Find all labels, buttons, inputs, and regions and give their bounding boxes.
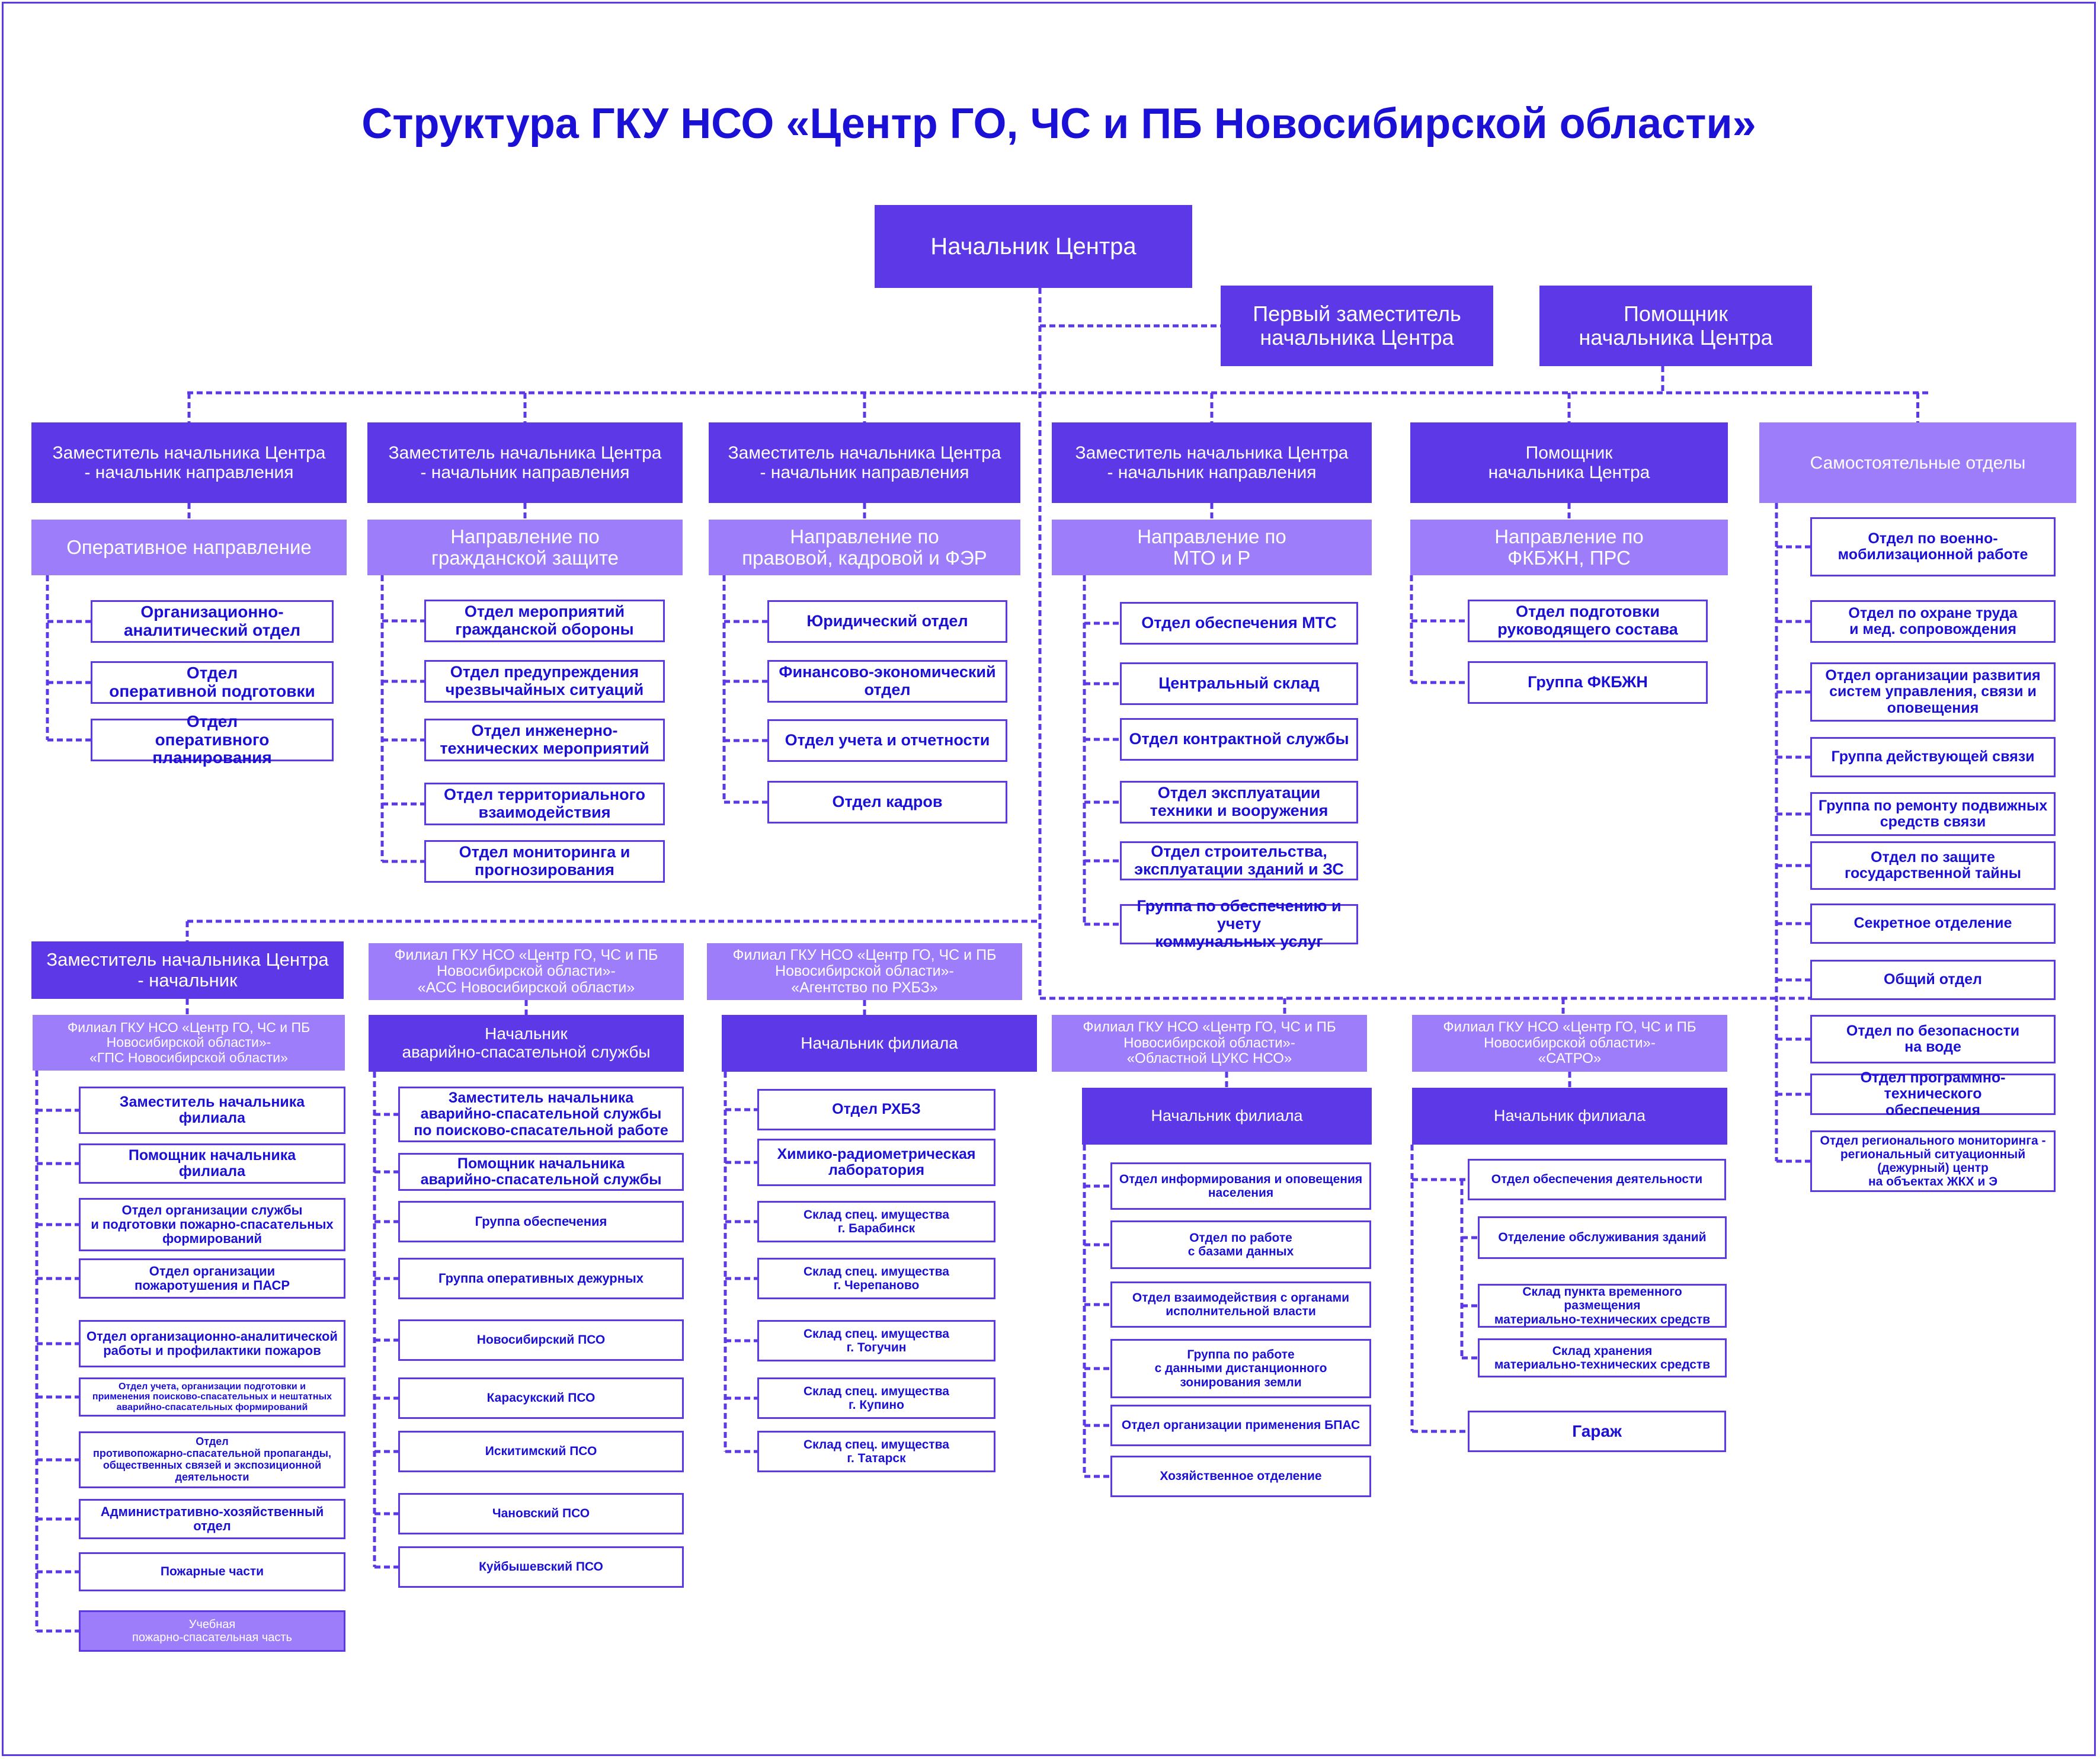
department-box: Отдел территориального взаимодействия (424, 783, 665, 825)
filial-box: Филиал ГКУ НСО «Центр ГО, ЧС и ПБ Новосибирской области»- «АСС Новосибирской области» (369, 943, 684, 1000)
department-box: Группа действующей связи (1810, 737, 2056, 777)
department-box: Отдел инженерно- технических мероприятий (424, 719, 665, 761)
department-box: Общий отдел (1810, 960, 2056, 1000)
filial-box: Филиал ГКУ НСО «Центр ГО, ЧС и ПБ Новосибирской области»- «ГПС Новосибирской области» (33, 1015, 345, 1071)
deputy-branches-box: Заместитель начальника Центра - начальник (31, 941, 344, 999)
filial-box: Филиал ГКУ НСО «Центр ГО, ЧС и ПБ Новосибирской области»- «Областной ЦУКС НСО» (1052, 1015, 1367, 1072)
branch-head-box: Начальник филиала (1082, 1088, 1372, 1145)
branch-unit-box: Новосибирский ПСО (398, 1319, 684, 1361)
branch-unit-box: Отдел учета, организации подготовки и применения поисково-спасательных и нештатных аварийно-спасательных формирований (79, 1377, 345, 1417)
department-box: Отдел программно-технического обеспечения (1810, 1074, 2056, 1115)
branch-unit-box: Склад спец. имущества г. Барабинск (757, 1201, 995, 1242)
branch-unit-box: Склад пункта временного размещения материально-технических средств (1478, 1284, 1727, 1328)
filial-box: Филиал ГКУ НСО «Центр ГО, ЧС и ПБ Новосибирской области»- «Агентство по РХБЗ» (707, 943, 1022, 1000)
branch-unit-box: Отдел организационно-аналитической работы и профилактики пожаров (79, 1320, 345, 1367)
department-box: Отдел по защите государственной тайны (1810, 841, 2056, 890)
branch-unit-box: Склад спец. имущества г. Татарск (757, 1431, 995, 1472)
branch-unit-box: Группа по работе с данными дистанционного зонирования земли (1110, 1339, 1371, 1398)
column-header: Помощник начальника Центра (1410, 422, 1728, 503)
department-box: Группа ФКБЖН (1468, 661, 1708, 704)
branch-unit-box: Отдел информирования и оповещения населения (1110, 1162, 1371, 1210)
column-header: Заместитель начальника Центра - начальник направления (1052, 422, 1372, 503)
branch-unit-box: Отдел РХБЗ (757, 1089, 995, 1130)
department-box: Отдел учета и отчетности (767, 719, 1007, 762)
department-box: Центральный склад (1120, 662, 1358, 705)
column-header: Заместитель начальника Центра - начальник направления (31, 422, 347, 503)
branch-unit-box: Хозяйственное отделение (1110, 1456, 1371, 1497)
branch-unit-box: Группа оперативных дежурных (398, 1258, 684, 1299)
column-header: Самостоятельные отделы (1759, 422, 2076, 503)
department-box: Отдел эксплуатации техники и вооружения (1120, 781, 1358, 824)
department-box: Отдел кадров (767, 781, 1007, 824)
department-box: Отдел строительства, эксплуатации зданий и ЗС (1120, 841, 1358, 880)
branch-head-box: Начальник филиала (722, 1015, 1037, 1072)
branch-unit-box: Склад спец. имущества г. Купино (757, 1377, 995, 1419)
page-title: Структура ГКУ НСО «Центр ГО, ЧС и ПБ Новосибирской области» (361, 100, 1756, 148)
department-box: Отдел подготовки руководящего состава (1468, 600, 1708, 642)
filial-box: Филиал ГКУ НСО «Центр ГО, ЧС и ПБ Новосибирской области»- «САТРО» (1412, 1015, 1727, 1072)
branch-head-box: Начальник аварийно-спасательной службы (369, 1015, 684, 1072)
branch-unit-box: Склад хранения материально-технических средств (1478, 1338, 1727, 1377)
branch-unit-box: Помощник начальника филиала (79, 1143, 345, 1184)
department-box: Отдел оперативной подготовки (91, 661, 334, 704)
branch-unit-box: Учебная пожарно-спасательная часть (79, 1610, 345, 1652)
branch-head-box: Начальник филиала (1412, 1088, 1727, 1145)
branch-unit-box: Склад спец. имущества г. Тогучин (757, 1320, 995, 1361)
branch-unit-box: Административно-хозяйственный отдел (79, 1499, 345, 1539)
department-box: Группа по обеспечению и учету коммунальных услуг (1120, 904, 1358, 944)
column-header: Заместитель начальника Центра - начальник направления (367, 422, 683, 503)
branch-unit-box: Отдел обеспечения деятельности (1468, 1159, 1726, 1200)
branch-unit-box: Чановский ПСО (398, 1493, 684, 1534)
branch-unit-box: Химико-радиометрическая лаборатория (757, 1139, 995, 1186)
branch-unit-box: Искитимский ПСО (398, 1431, 684, 1472)
department-box: Отдел регионального мониторинга - региональный ситуационный (дежурный) центр на объектах ЖКХ и Э (1810, 1130, 2056, 1192)
branch-unit-box: Пожарные части (79, 1552, 345, 1591)
branch-unit-box: Отдел организации службы и подготовки пожарно-спасательных формирований (79, 1198, 345, 1251)
direction-box: Направление по гражданской защите (367, 520, 683, 575)
branch-unit-box: Отдел по работе с базами данных (1110, 1220, 1371, 1269)
department-box: Отдел оперативного планирования (91, 719, 334, 761)
branch-unit-box: Заместитель начальника филиала (79, 1087, 345, 1134)
department-box: Юридический отдел (767, 600, 1007, 643)
branch-unit-box: Отдел организации пожаротушения и ПАСР (79, 1258, 345, 1299)
branch-unit-box: Отдел организации применения БПАС (1110, 1405, 1371, 1446)
department-box: Отдел по охране труда и мед. сопровождения (1810, 600, 2056, 643)
branch-unit-box: Заместитель начальника аварийно-спасательной службы по поисково-спасательной работе (398, 1087, 684, 1142)
department-box: Отдел обеспечения МТС (1120, 602, 1358, 645)
department-box: Отдел предупреждения чрезвычайных ситуаций (424, 660, 665, 703)
department-box: Отдел по безопасности на воде (1810, 1015, 2056, 1063)
direction-box: Оперативное направление (31, 520, 347, 575)
department-box: Отдел по военно- мобилизационной работе (1810, 517, 2056, 576)
branch-unit-box: Отделение обслуживания зданий (1478, 1216, 1727, 1259)
direction-box: Направление по МТО и Р (1052, 520, 1372, 575)
department-box: Организационно- аналитический отдел (91, 600, 334, 643)
department-box: Секретное отделение (1810, 903, 2056, 944)
branch-unit-box: Отдел противопожарно-спасательной пропаганды, общественных связей и экспозиционной деятельности (79, 1431, 345, 1488)
branch-unit-box: Группа обеспечения (398, 1201, 684, 1242)
branch-unit-box: Помощник начальника аварийно-спасательной службы (398, 1153, 684, 1191)
department-box: Отдел контрактной службы (1120, 718, 1358, 761)
first-deputy-box: Первый заместитель начальника Центра (1221, 286, 1493, 366)
department-box: Отдел мероприятий гражданской обороны (424, 600, 665, 642)
column-header: Заместитель начальника Центра - начальник направления (709, 422, 1020, 503)
branch-unit-box: Куйбышевский ПСО (398, 1546, 684, 1588)
branch-unit-box: Склад спец. имущества г. Черепаново (757, 1258, 995, 1299)
department-box: Группа по ремонту подвижных средств связи (1810, 792, 2056, 836)
department-box: Отдел организации развития систем управления, связи и оповещения (1810, 662, 2056, 722)
direction-box: Направление по правовой, кадровой и ФЭР (709, 520, 1020, 575)
branch-unit-box: Гараж (1468, 1411, 1726, 1452)
head-box: Начальник Центра (875, 205, 1192, 288)
branch-unit-box: Карасукский ПСО (398, 1377, 684, 1419)
assistant-box: Помощник начальника Центра (1539, 286, 1812, 366)
direction-box: Направление по ФКБЖН, ПРС (1410, 520, 1728, 575)
branch-unit-box: Отдел взаимодействия с органами исполнительной власти (1110, 1281, 1371, 1328)
department-box: Финансово-экономический отдел (767, 660, 1007, 703)
department-box: Отдел мониторинга и прогнозирования (424, 840, 665, 883)
